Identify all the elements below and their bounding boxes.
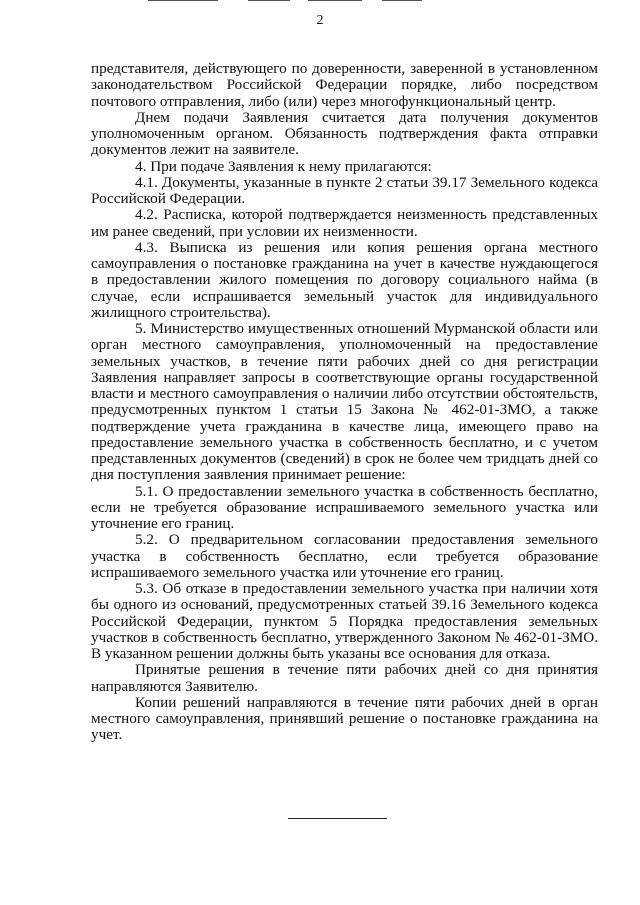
paragraph-continuation: представителя, действующего по доверенности, заверенной в установленном законодательством Российской Федерации порядке, либо посредством почтового отправления, либо (или) через многофункциональный центр.: [91, 60, 598, 110]
paragraph-item-4-2: 4.2. Расписка, которой подтверждается неизменность представленных им ранее сведений, при условии их неизменности.: [91, 206, 598, 240]
paragraph-item-4: 4. При подаче Заявления к нему прилагаются:: [135, 157, 432, 175]
end-rule: [288, 818, 387, 819]
document-body: [91, 61, 598, 744]
paragraph-item-5-2: 5.2. О предварительном согласовании предоставления земельного участка в собственность бесплатно, если требуется образование испрашиваемого земельного участка или уточнение его границ.: [91, 531, 598, 581]
paragraph-item-5-1: 5.1. О предоставлении земельного участка в собственность бесплатно, если не требуется образование испрашиваемого земельного участка или уточнение его границ.: [91, 482, 598, 532]
paragraph-item-4-1: 4.1. Документы, указанные в пункте 2 статьи 39.17 Земельного кодекса Российской Федерации.: [91, 173, 598, 207]
paragraph-item-5-3: 5.3. Об отказе в предоставлении земельного участка при наличии хотя бы одного из оснований, предусмотренных статьей 39.16 Земельного кодекса Российской Федерации, пунктом 5 Порядка предоставления земельных участков в собственность бесплатно, утвержденного Законом № 462-01-ЗМО. В указанном решении должны быть указаны все основания для отказа.: [91, 580, 598, 662]
top-edge-marks: [0, 0, 640, 4]
paragraph-item-5: 5. Министерство имущественных отношений Мурманской области или орган местного самоуправления, уполномоченный на предоставление земельных участков, в течение пяти рабочих дней со дня регистрации Заявления направляет запросы в соответствующие органы государственной власти и местного самоуправления о наличии либо отсутствии обстоятельств, предусмотренных пунктом 1 статьи 15 Закона № 462-01-ЗМО, а также подтверждение учета гражданина в качестве лица, имеющего право на предоставление земельного участка в собственность бесплатно, и с учетом представленных документов (сведений) в срок не более чем тридцать дней со дня поступления заявления принимает решение:: [91, 320, 598, 484]
paragraph-copies-sent: Копии решений направляются в течение пяти рабочих дней в орган местного самоуправления, принявший решение о постановке гражданина на учет.: [91, 693, 598, 744]
page-number: 2: [316, 13, 324, 28]
paragraph-decisions-sent: Принятые решения в течение пяти рабочих дней со дня принятия направляются Заявителю.: [91, 661, 598, 695]
paragraph-item-4-3: 4.3. Выписка из решения или копия решения органа местного самоуправления о постановке гражданина на учет в качестве нуждающегося в предоставлении жилого помещения по договору социального найма (в случае, если испрашивается земельный участок для индивидуального жилищного строительства).: [91, 238, 598, 321]
paragraph-submission-date: Днем подачи Заявления считается дата получения документов уполномоченным органом. Обязанность подтверждения факта отправки документов лежит на заявителе.: [91, 108, 598, 159]
